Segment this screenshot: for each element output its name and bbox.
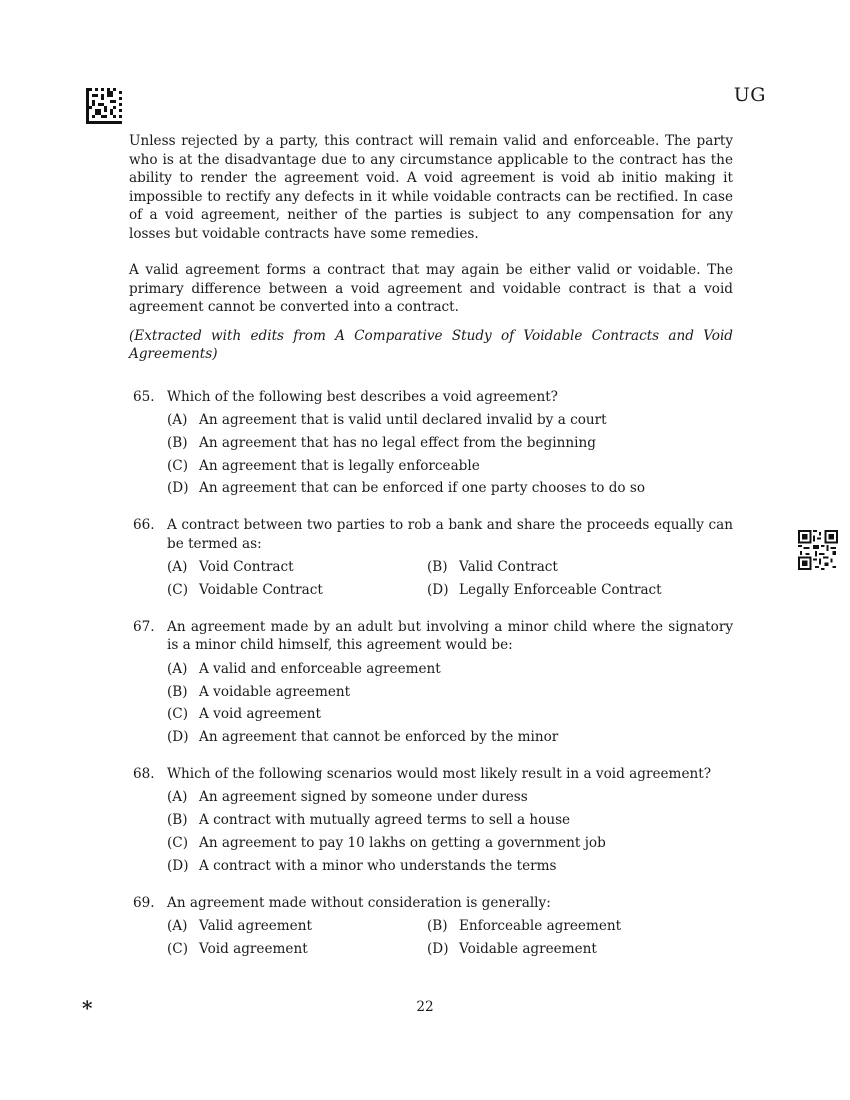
option-d: [167, 726, 733, 749]
options-list: [167, 658, 733, 749]
option-a: [167, 915, 427, 938]
option-b: [427, 556, 687, 579]
option-text: An agreement that is legally enforceable: [199, 457, 480, 474]
option-text: A valid and enforceable agreement: [199, 660, 441, 677]
option-label: (B): [427, 918, 448, 935]
question-text: Which of the following best describes a void agreement?: [167, 388, 558, 405]
options-list: [167, 915, 733, 961]
footer-star-mark: *: [82, 996, 93, 1020]
passage-source: (Extracted with edits from A Comparative Study of Voidable Contracts and Void Agreements): [129, 327, 733, 362]
option-a: [167, 409, 733, 432]
option-text: An agreement that can be enforced if one party chooses to do so: [199, 480, 646, 497]
question-number: 68.: [133, 765, 155, 782]
option-text: Void agreement: [199, 940, 308, 957]
question-text: A contract between two parties to rob a bank and share the proceeds equally can be termed as:: [167, 517, 733, 552]
option-d: [427, 579, 687, 602]
question-number: 67.: [133, 618, 155, 635]
option-d: [427, 938, 687, 961]
option-text: Enforceable agreement: [459, 918, 622, 935]
option-label: (D): [167, 729, 189, 746]
option-label: (B): [167, 434, 188, 451]
option-c: [167, 579, 427, 602]
option-c: [167, 703, 733, 726]
option-text: A void agreement: [199, 706, 321, 723]
question-number: 66.: [133, 517, 155, 534]
page-number: 22: [416, 999, 434, 1015]
option-d: [167, 477, 733, 500]
question-69: [129, 894, 733, 961]
question-66: [129, 516, 733, 602]
page-content: [129, 132, 733, 977]
option-label: (B): [167, 812, 188, 829]
question-68: [129, 765, 733, 878]
option-d: [167, 855, 733, 878]
passage-paragraph-2: A valid agreement forms a contract that may again be either valid or voidable. The primary difference between a void agreement and voidable contract is that a void agreement cannot be converted into a contract.: [129, 262, 733, 315]
option-text: Legally Enforceable Contract: [459, 581, 662, 598]
option-label: (C): [167, 940, 189, 957]
option-label: (B): [167, 683, 188, 700]
datamatrix-code-icon: [86, 88, 122, 124]
option-text: An agreement signed by someone under duress: [199, 789, 528, 806]
option-b: [167, 432, 733, 455]
option-b: [427, 915, 687, 938]
option-label: (A): [167, 660, 188, 677]
option-label: (C): [167, 835, 189, 852]
question-67: [129, 618, 733, 749]
option-a: [167, 556, 427, 579]
passage-paragraph-1: Unless rejected by a party, this contract will remain valid and enforceable. The party who is at the disadvantage due to any circumstance applicable to the contract has the ability to render the agreement void. A void agreement is void ab initio making it impossible to rectify any defects in it while voidable contracts can be rectified. In case of a void agreement, neither of the parties is subject to any compensation for any losses but voidable contracts have some remedies.: [129, 133, 733, 242]
option-label: (A): [167, 789, 188, 806]
option-label: (D): [167, 857, 189, 874]
option-text: Voidable Contract: [199, 581, 323, 598]
option-text: An agreement that has no legal effect from the beginning: [199, 434, 596, 451]
option-c: [167, 455, 733, 478]
option-text: An agreement that cannot be enforced by the minor: [199, 729, 559, 746]
option-label: (C): [167, 706, 189, 723]
option-label: (D): [167, 480, 189, 497]
option-label: (D): [427, 940, 449, 957]
option-label: (A): [167, 412, 188, 428]
option-a: [167, 786, 733, 809]
question-text: An agreement made without consideration is generally:: [167, 894, 551, 911]
option-text: Voidable agreement: [459, 940, 597, 957]
option-c: [167, 938, 427, 961]
option-label: (A): [167, 559, 188, 576]
option-c: [167, 832, 733, 855]
option-label: (C): [167, 457, 189, 474]
question-text: Which of the following scenarios would most likely result in a void agreement?: [167, 765, 711, 782]
option-b: [167, 681, 733, 704]
option-text: A voidable agreement: [199, 683, 351, 700]
options-list: [167, 786, 733, 877]
option-label: (A): [167, 918, 188, 935]
option-label: (C): [167, 581, 189, 598]
options-list: [167, 409, 733, 500]
question-65: [129, 388, 733, 501]
option-label: (B): [427, 559, 448, 576]
question-number: 69.: [133, 894, 155, 911]
option-text: An agreement that is valid until declared invalid by a court: [199, 412, 607, 428]
option-label: (D): [427, 581, 449, 598]
option-b: [167, 809, 733, 832]
option-text: Valid agreement: [199, 918, 312, 935]
option-text: Void Contract: [199, 559, 294, 576]
options-list: [167, 556, 733, 602]
option-text: An agreement to pay 10 lakhs on getting a government job: [199, 835, 606, 852]
page-code: UG: [733, 84, 766, 106]
question-text: An agreement made by an adult but involving a minor child where the signatory is a minor child himself, this agreement would be:: [167, 618, 733, 654]
option-text: A contract with a minor who understands the terms: [199, 857, 557, 874]
option-a: [167, 658, 733, 681]
option-text: A contract with mutually agreed terms to sell a house: [199, 812, 571, 829]
option-text: Valid Contract: [459, 559, 558, 576]
question-number: 65.: [133, 388, 155, 405]
qr-code-icon: [798, 530, 838, 570]
